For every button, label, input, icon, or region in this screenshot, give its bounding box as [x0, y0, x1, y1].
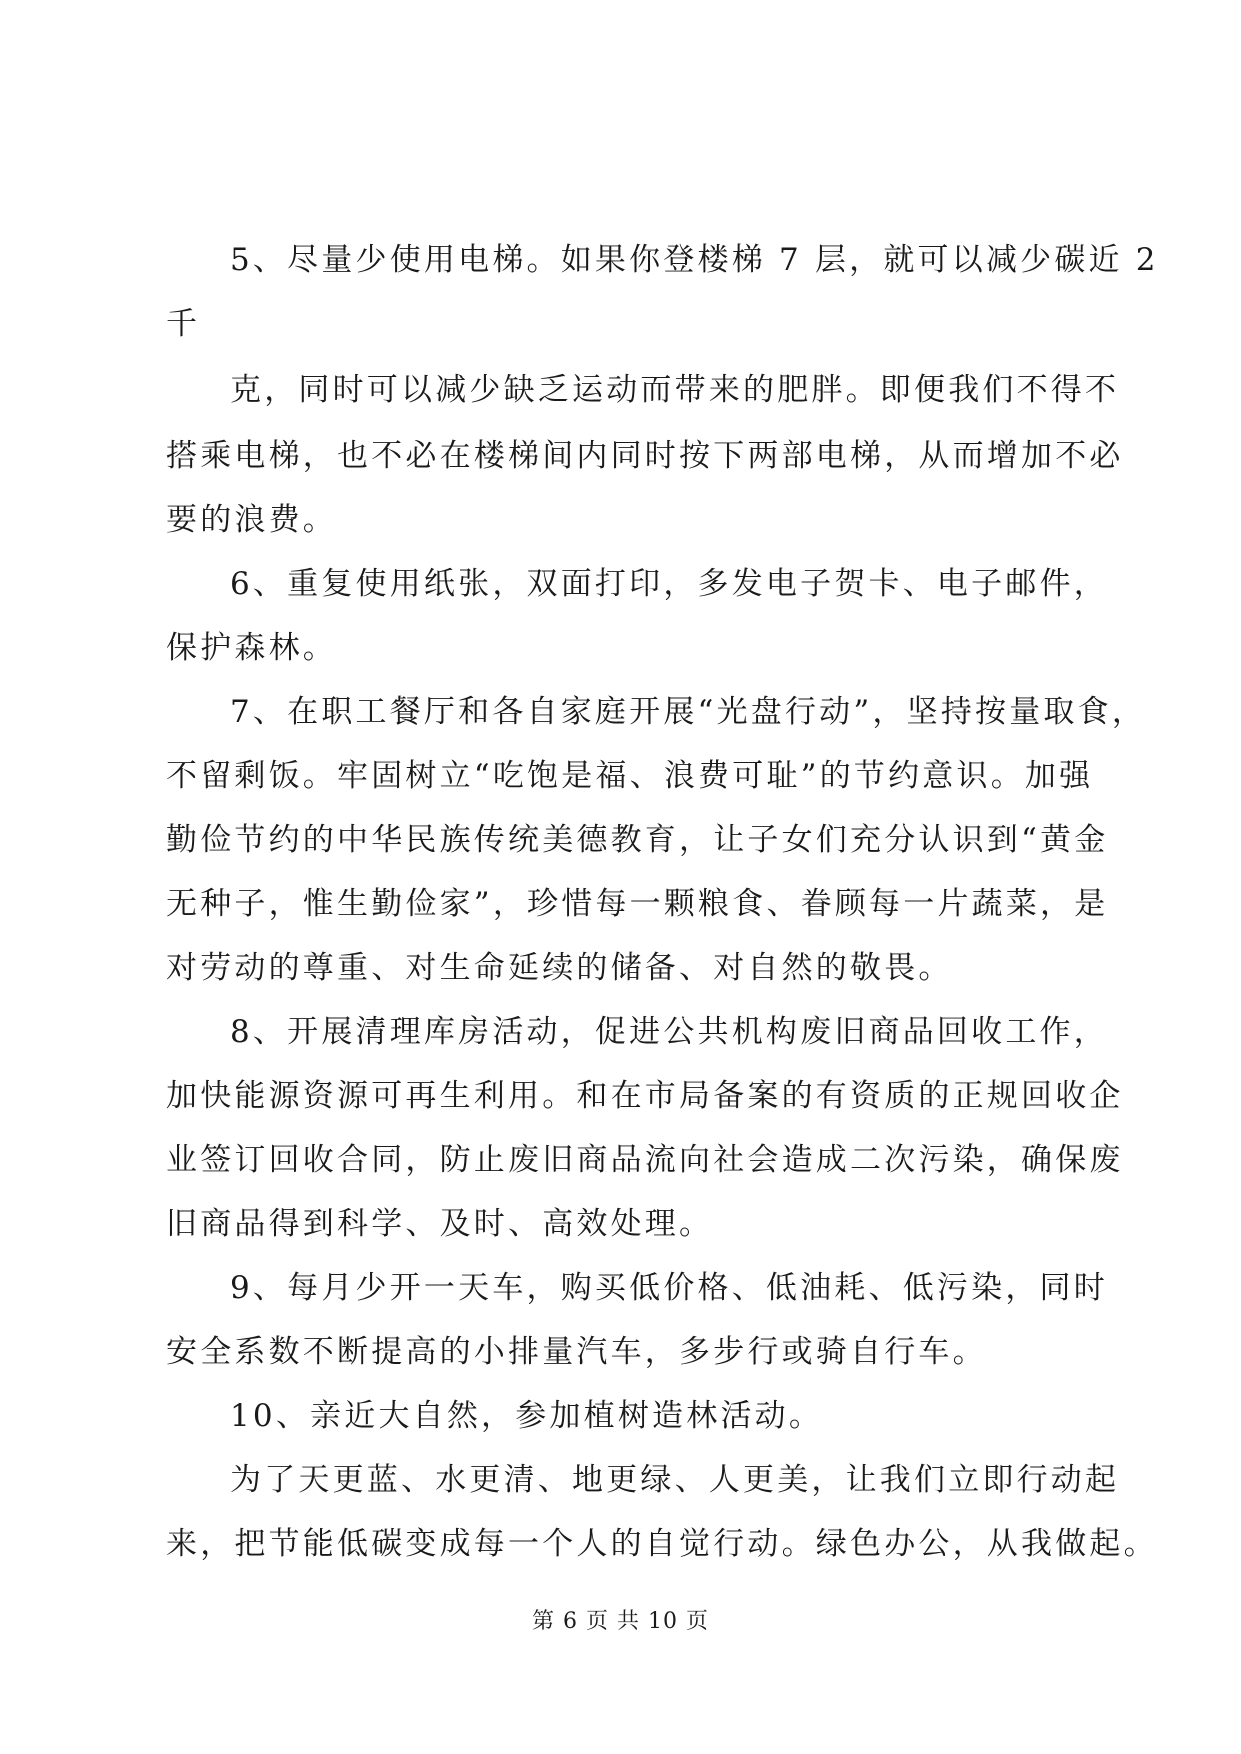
text-line: 保护森林。	[166, 630, 337, 666]
text-line: 旧商品得到科学、及时、高效处理。	[166, 1206, 714, 1242]
text-line: 来，把节能低碳变成每一个人的自觉行动。绿色办公，从我做起。	[166, 1526, 1158, 1562]
text-line: 搭乘电梯，也不必在楼梯间内同时按下两部电梯，从而增加不必	[166, 438, 1124, 474]
document-body	[166, 228, 1159, 1576]
text-line: 克，同时可以减少缺乏运动而带来的肥胖。即便我们不得不	[230, 372, 1120, 408]
text-line: 9、每月少开一天车，购买低价格、低油耗、低污染，同时	[230, 1270, 1108, 1306]
text-line: 为了天更蓝、水更清、地更绿、人更美，让我们立即行动起	[230, 1462, 1120, 1498]
text-line: 勤俭节约的中华民族传统美德教育，让子女们充分认识到“黄金	[166, 822, 1109, 858]
text-line: 8、开展清理库房活动，促进公共机构废旧商品回收工作，	[230, 1014, 1108, 1050]
text-line: 不留剩饭。牢固树立“吃饱是福、浪费可耻”的节约意识。加强	[166, 758, 1094, 794]
text-line: 安全系数不断提高的小排量汽车，多步行或骑自行车。	[166, 1334, 987, 1370]
text-line: 5、尽量少使用电梯。如果你登楼梯 7 层，就可以减少碳近 2	[230, 242, 1159, 278]
text-line: 加快能源资源可再生利用。和在市局备案的有资质的正规回收企	[166, 1078, 1124, 1114]
text-line: 业签订回收合同，防止废旧商品流向社会造成二次污染，确保废	[166, 1142, 1124, 1178]
text-line: 对劳动的尊重、对生命延续的储备、对自然的敬畏。	[166, 950, 953, 986]
text-line: 千	[166, 306, 201, 342]
page-number-footer: 第 6 页 共 10 页	[532, 1609, 709, 1634]
text-line: 无种子，惟生勤俭家”，珍惜每一颗粮食、眷顾每一片蔬菜，是	[166, 886, 1109, 922]
text-line: 10、亲近大自然，参加植树造林活动。	[230, 1398, 824, 1434]
text-line: 要的浪费。	[166, 502, 337, 538]
text-line: 6、重复使用纸张，双面打印，多发电子贺卡、电子邮件，	[230, 566, 1108, 602]
text-line: 7、在职工餐厅和各自家庭开展“光盘行动”，坚持按量取食，	[230, 694, 1147, 730]
